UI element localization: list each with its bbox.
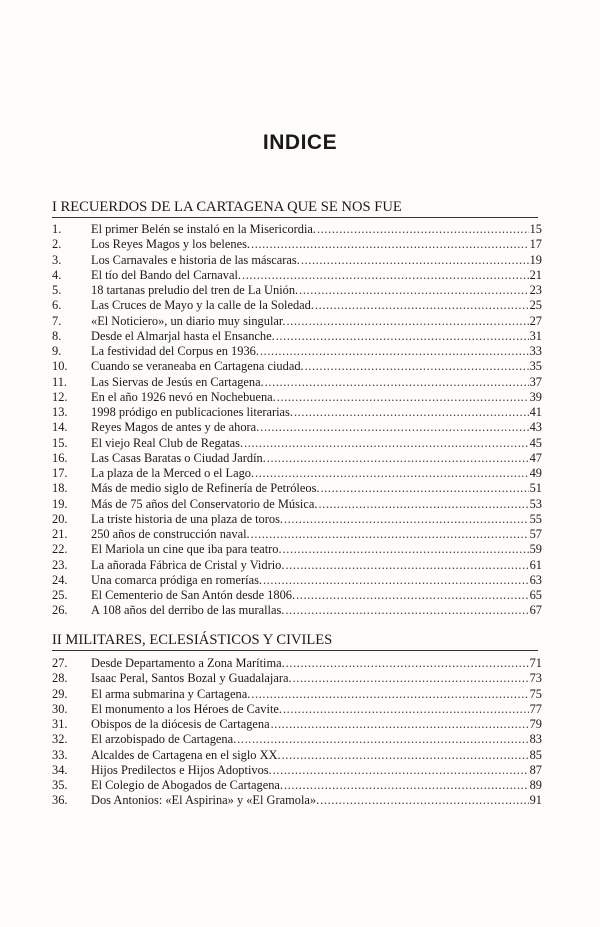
toc-entry-page: 63 xyxy=(529,572,542,587)
toc-entry-line xyxy=(91,542,542,557)
toc-entry-page: 37 xyxy=(529,374,542,389)
toc-entry-page: 43 xyxy=(529,420,542,435)
toc-entry-page: 23 xyxy=(529,283,542,297)
toc-entry-title: Las Siervas de Jesús en Cartagena. xyxy=(91,374,264,389)
toc-entry-line xyxy=(91,222,542,237)
toc-entry-title: 250 años de construcción naval. xyxy=(91,527,250,541)
section-heading-recuerdos: I RECUERDOS DE LA CARTAGENA QUE SE NOS FUE xyxy=(52,199,402,215)
dot-leader xyxy=(293,671,529,686)
dot-leader xyxy=(282,748,529,763)
toc-entry-line xyxy=(91,512,542,527)
toc-entry-line xyxy=(91,451,542,466)
toc-entry-page: 75 xyxy=(529,686,542,701)
toc-entry-page: 61 xyxy=(529,557,542,572)
toc-entry-title: Una comarca pródiga en romerías. xyxy=(91,572,262,587)
toc-entry xyxy=(0,687,600,702)
toc-entry-line xyxy=(91,314,542,329)
dot-leader xyxy=(283,542,529,557)
toc-entry-page: 33 xyxy=(529,344,542,358)
toc-entry-title: Isaac Peral, Santos Bozal y Guadalajara. xyxy=(91,671,292,686)
toc-entry-page: 21 xyxy=(529,267,542,282)
toc-entry-line xyxy=(91,237,542,252)
toc-entry-number: 22. xyxy=(52,542,68,557)
toc-entry xyxy=(0,497,600,512)
dot-leader xyxy=(260,344,529,359)
toc-entry-number: 5. xyxy=(52,283,62,297)
dot-leader xyxy=(299,283,528,298)
toc-entry-number: 13. xyxy=(52,405,68,419)
toc-entry-number: 4. xyxy=(52,267,62,282)
toc-entry-line xyxy=(91,481,542,496)
toc-entry-title: El tío del Bando del Carnaval. xyxy=(91,267,242,282)
toc-entry-page: 27 xyxy=(529,313,542,328)
toc-entry-line xyxy=(91,748,542,763)
toc-entry-page: 87 xyxy=(529,762,542,777)
toc-entry-page: 83 xyxy=(529,732,542,747)
toc-entry xyxy=(0,732,600,747)
toc-entry-title: El primer Belén se instaló en la Misericordia. xyxy=(91,222,317,236)
toc-entry-line xyxy=(91,420,542,435)
toc-entry xyxy=(0,778,600,793)
toc-entry xyxy=(0,481,600,496)
toc-entry xyxy=(0,420,600,435)
toc-entry xyxy=(0,588,600,603)
toc-entry-number: 33. xyxy=(52,747,68,762)
toc-entry-line xyxy=(91,405,542,420)
dot-leader xyxy=(317,222,529,237)
toc-entry-number: 16. xyxy=(52,450,68,465)
toc-entry-page: 19 xyxy=(529,252,542,267)
toc-entry-line xyxy=(91,763,542,778)
toc-entry-number: 32. xyxy=(52,732,68,747)
toc-entry-page: 77 xyxy=(529,701,542,716)
toc-entry-line xyxy=(91,497,542,512)
toc-entry-title: Hijos Predilectos e Hijos Adoptivos. xyxy=(91,762,272,777)
toc-entry-line xyxy=(91,603,542,618)
toc-entry-number: 27. xyxy=(52,656,68,670)
page-title: INDICE xyxy=(262,131,338,154)
dot-leader xyxy=(284,778,529,793)
toc-entry-number: 17. xyxy=(52,466,68,480)
toc-entry xyxy=(0,390,600,405)
toc-entry-line xyxy=(91,558,542,573)
toc-entry-number: 8. xyxy=(52,328,62,343)
dot-leader xyxy=(296,588,529,603)
toc-entry-number: 12. xyxy=(52,389,68,404)
toc-entry-line xyxy=(91,687,542,702)
toc-entry-line xyxy=(91,717,542,732)
toc-entry-number: 20. xyxy=(52,511,68,526)
toc-entry-line xyxy=(91,588,542,603)
toc-entry-number: 2. xyxy=(52,237,62,252)
toc-entry-title: La añorada Fábrica de Cristal y Vidrio. xyxy=(91,557,285,572)
toc-entry xyxy=(0,405,600,420)
toc-entry-line xyxy=(91,671,542,686)
toc-entry-number: 34. xyxy=(52,762,68,777)
toc-entry xyxy=(0,793,600,808)
toc-entry-line xyxy=(91,283,542,298)
dot-leader xyxy=(284,512,529,527)
toc-entry-number: 11. xyxy=(52,374,68,389)
toc-entry-title: Los Reyes Magos y los belenes. xyxy=(91,237,250,252)
dot-leader xyxy=(255,466,529,481)
toc-entry-line xyxy=(91,573,542,588)
toc-entry-title: Dos Antonios: «El Aspirina» y «El Gramola». xyxy=(91,793,320,808)
dot-leader xyxy=(294,405,529,420)
toc-entry-page: 45 xyxy=(529,435,542,450)
dot-leader xyxy=(283,702,529,717)
toc-entry-title: La plaza de la Merced o el Lago. xyxy=(91,466,255,480)
toc-entry xyxy=(0,283,600,298)
toc-entry-title: Reyes Magos de antes y de ahora. xyxy=(91,420,260,435)
toc-entry-number: 9. xyxy=(52,344,62,358)
toc-entry-line xyxy=(91,793,542,808)
toc-entry-page: 49 xyxy=(529,466,542,480)
dot-leader xyxy=(277,390,529,405)
toc-entry-title: En el año 1926 nevó en Nochebuena. xyxy=(91,389,276,404)
toc-entry-title: La triste historia de una plaza de toros. xyxy=(91,511,283,526)
toc-entry-number: 7. xyxy=(52,313,62,328)
dot-leader xyxy=(305,359,529,374)
dot-leader xyxy=(320,481,528,496)
toc-entry-number: 31. xyxy=(52,717,68,731)
toc-entry-title: Desde Departamento a Zona Marítima. xyxy=(91,656,285,670)
toc-entry xyxy=(0,222,600,237)
toc-entry-line xyxy=(91,656,542,671)
dot-leader xyxy=(242,268,529,283)
toc-entry-line xyxy=(91,527,542,542)
toc-entry-number: 36. xyxy=(52,793,68,808)
toc-entry-number: 28. xyxy=(52,671,68,686)
toc-entry-page: 57 xyxy=(529,527,542,541)
section-heading-militares: II MILITARES, ECLESIÁSTICOS Y CIVILES xyxy=(52,632,333,648)
toc-entry-line xyxy=(91,268,542,283)
toc-entry-number: 25. xyxy=(52,588,68,602)
toc-entry-page: 79 xyxy=(529,717,542,731)
dot-leader xyxy=(285,603,528,618)
toc-entry-page: 65 xyxy=(529,588,542,602)
toc-entry-number: 26. xyxy=(52,603,68,618)
dot-leader xyxy=(276,329,529,344)
toc-entry-title: «El Noticiero», un diario muy singular. xyxy=(91,313,286,328)
toc-entry-number: 18. xyxy=(52,481,68,496)
toc-entry-number: 23. xyxy=(52,557,68,572)
toc-entry-line xyxy=(91,732,542,747)
toc-entry xyxy=(0,237,600,252)
dot-leader xyxy=(301,253,529,268)
toc-entry-page: 47 xyxy=(529,450,542,465)
toc-entry-title: Los Carnavales e historia de las máscaras. xyxy=(91,252,300,267)
dot-leader xyxy=(318,497,528,512)
toc-entry-title: 1998 pródigo en publicaciones literarias. xyxy=(91,405,293,419)
toc-entry-page: 91 xyxy=(529,793,542,808)
toc-entry-title: El viejo Real Club de Regatas. xyxy=(91,435,244,450)
toc-entry xyxy=(0,717,600,732)
toc-entry-page: 35 xyxy=(529,359,542,374)
toc-entry xyxy=(0,314,600,329)
toc-entry-page: 31 xyxy=(529,328,542,343)
toc-entry xyxy=(0,671,600,686)
toc-entry-title: El arma submarina y Cartagena. xyxy=(91,686,251,701)
toc-entry-page: 39 xyxy=(529,389,542,404)
dot-leader xyxy=(285,558,528,573)
toc-entry-number: 14. xyxy=(52,420,68,435)
toc-entry-line xyxy=(91,702,542,717)
toc-entry-page: 71 xyxy=(529,656,542,670)
toc-entry xyxy=(0,573,600,588)
toc-entry-page: 89 xyxy=(529,778,542,792)
dot-leader xyxy=(251,237,529,252)
toc-entry xyxy=(0,748,600,763)
toc-entry-number: 30. xyxy=(52,701,68,716)
dot-leader xyxy=(265,375,529,390)
section-rule xyxy=(52,650,538,651)
toc-entry-title: A 108 años del derribo de las murallas. xyxy=(91,603,285,618)
toc-entry-title: Más de medio siglo de Refinería de Petróleos. xyxy=(91,481,320,496)
toc-entry xyxy=(0,344,600,359)
toc-entry-title: El arzobispado de Cartagena. xyxy=(91,732,237,747)
toc-entry-title: Más de 75 años del Conservatorio de Música. xyxy=(91,496,318,511)
dot-leader xyxy=(244,436,529,451)
toc-entry-title: Obispos de la diócesis de Cartagena xyxy=(91,717,270,731)
toc-entry-number: 24. xyxy=(52,572,68,587)
toc-entry-title: El Colegio de Abogados de Cartagena. xyxy=(91,778,284,792)
toc-entry-line xyxy=(91,253,542,268)
toc-entry-number: 35. xyxy=(52,778,68,792)
dot-leader xyxy=(320,793,528,808)
section-rule xyxy=(52,217,538,218)
toc-entry xyxy=(0,375,600,390)
toc-entry xyxy=(0,702,600,717)
toc-entry xyxy=(0,466,600,481)
toc-entry-page: 55 xyxy=(529,511,542,526)
toc-entry xyxy=(0,542,600,557)
toc-entry-line xyxy=(91,344,542,359)
toc-entry xyxy=(0,558,600,573)
toc-entry-number: 3. xyxy=(52,252,62,267)
toc-entry-title: Alcaldes de Cartagena en el siglo XX. xyxy=(91,747,281,762)
toc-entry-title: El monumento a los Héroes de Cavite. xyxy=(91,701,282,716)
toc-entry xyxy=(0,359,600,374)
toc-entry-line xyxy=(91,778,542,793)
toc-entry-page: 85 xyxy=(529,747,542,762)
toc-entry xyxy=(0,298,600,313)
toc-entry-line xyxy=(91,329,542,344)
toc-entry-line xyxy=(91,436,542,451)
toc-entry-line xyxy=(91,298,542,313)
toc-entry-title: La festividad del Corpus en 1936. xyxy=(91,344,259,358)
toc-entry-page: 15 xyxy=(529,222,542,236)
toc-entry xyxy=(0,329,600,344)
dot-leader xyxy=(251,687,528,702)
toc-entry-title: El Cementerio de San Antón desde 1806. xyxy=(91,588,296,602)
toc-entry-page: 41 xyxy=(529,405,542,419)
toc-entry xyxy=(0,451,600,466)
toc-entry-title: Cuando se veraneaba en Cartagena ciudad. xyxy=(91,359,304,374)
toc-entry xyxy=(0,603,600,618)
toc-entry xyxy=(0,527,600,542)
toc-entry xyxy=(0,268,600,283)
dot-leader xyxy=(260,420,528,435)
toc-entry-line xyxy=(91,375,542,390)
toc-entry-line xyxy=(91,390,542,405)
toc-entry-title: El Mariola un cine que iba para teatro. xyxy=(91,542,282,557)
toc-entry-page: 25 xyxy=(529,298,542,313)
toc-entry xyxy=(0,763,600,778)
toc-entry xyxy=(0,436,600,451)
toc-entry xyxy=(0,253,600,268)
dot-leader xyxy=(267,451,529,466)
toc-entry xyxy=(0,512,600,527)
toc-entry-number: 10. xyxy=(52,359,68,374)
toc-entry-page: 59 xyxy=(529,542,542,557)
dot-leader xyxy=(263,573,529,588)
toc-entry-title: 18 tartanas preludio del tren de La Unión. xyxy=(91,283,299,297)
toc-entry-page: 17 xyxy=(529,237,542,252)
toc-entry xyxy=(0,656,600,671)
toc-entry-number: 6. xyxy=(52,298,62,313)
toc-entry-title: Las Casas Baratas o Ciudad Jardín. xyxy=(91,450,266,465)
dot-leader xyxy=(286,656,529,671)
toc-entry-line xyxy=(91,359,542,374)
dot-leader xyxy=(286,314,528,329)
toc-entry-title: Desde el Almarjal hasta el Ensanche. xyxy=(91,328,275,343)
dot-leader xyxy=(273,763,529,778)
dot-leader xyxy=(271,717,529,732)
dot-leader xyxy=(237,732,528,747)
toc-entry-number: 21. xyxy=(52,527,68,541)
toc-entry-number: 15. xyxy=(52,435,68,450)
toc-entry-page: 73 xyxy=(529,671,542,686)
dot-leader xyxy=(251,527,529,542)
toc-entry-number: 1. xyxy=(52,222,62,236)
toc-entry-page: 53 xyxy=(529,496,542,511)
toc-entry-number: 19. xyxy=(52,496,68,511)
toc-entry-page: 51 xyxy=(529,481,542,496)
toc-entry-page: 67 xyxy=(529,603,542,618)
toc-entry-title: Las Cruces de Mayo y la calle de la Soledad. xyxy=(91,298,314,313)
dot-leader xyxy=(315,298,529,313)
toc-entry-line xyxy=(91,466,542,481)
toc-entry-number: 29. xyxy=(52,686,68,701)
